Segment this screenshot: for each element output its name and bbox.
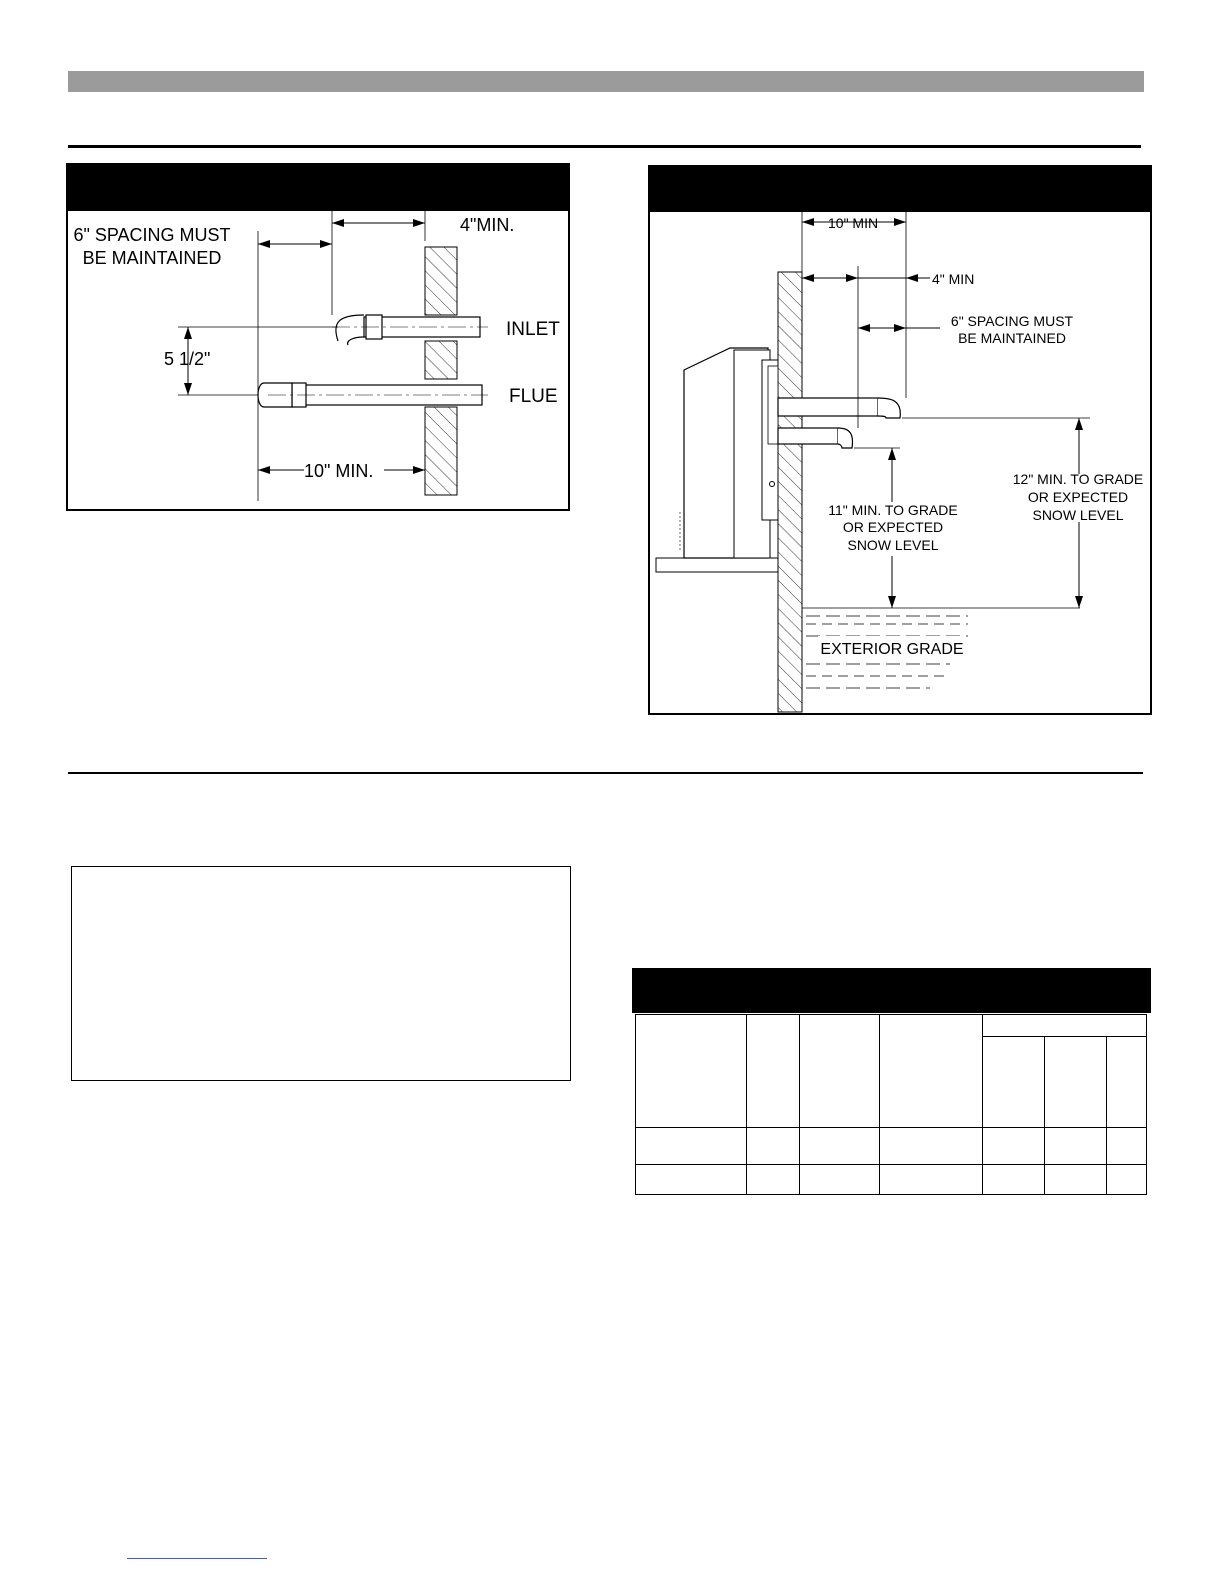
heater-appliance bbox=[680, 348, 778, 558]
spacing-label-line1: 6" SPACING MUST bbox=[73, 225, 231, 245]
grade11-label-line3: SNOW LEVEL bbox=[847, 537, 939, 553]
min-10-label: 10" MIN bbox=[828, 215, 879, 231]
five-half-label: 5 1/2" bbox=[164, 349, 211, 369]
footer-link-underline[interactable] bbox=[127, 1558, 267, 1559]
figure-right-frame bbox=[648, 210, 1152, 715]
table-cell bbox=[1045, 1128, 1107, 1165]
table-cell bbox=[636, 1128, 747, 1165]
table-cell bbox=[879, 1015, 983, 1128]
table-row bbox=[636, 1015, 1147, 1037]
spacing-label-line2: BE MAINTAINED bbox=[958, 330, 1066, 346]
table-cell bbox=[1107, 1037, 1147, 1128]
table-row bbox=[636, 1128, 1147, 1165]
table-cell bbox=[983, 1165, 1045, 1195]
vent-spacing-top-view-diagram bbox=[68, 211, 568, 509]
grade11-label-line2: OR EXPECTED bbox=[842, 519, 944, 535]
figure-right-header bbox=[648, 165, 1152, 212]
exterior-wall bbox=[778, 272, 802, 712]
grade12-label-line1: 12" MIN. TO GRADE bbox=[1012, 471, 1144, 487]
table-cell bbox=[1107, 1165, 1147, 1195]
table-cell bbox=[636, 1165, 747, 1195]
table-cell bbox=[983, 1015, 1147, 1037]
note-box bbox=[71, 866, 571, 1081]
inlet-pipe bbox=[778, 398, 900, 418]
table-cell bbox=[799, 1165, 879, 1195]
dimension-6in-arrow bbox=[258, 240, 332, 248]
page-header-bar bbox=[68, 71, 1144, 92]
exterior-grade-label: EXTERIOR GRADE bbox=[820, 641, 964, 658]
flue-pipe bbox=[258, 383, 488, 407]
wall-segment bbox=[425, 341, 457, 379]
spacing-label-line2: BE MAINTAINED bbox=[82, 248, 222, 268]
section-divider-top bbox=[68, 145, 1141, 148]
wall-segment bbox=[425, 407, 457, 495]
wall-segment bbox=[425, 247, 457, 315]
specification-table bbox=[635, 1014, 1147, 1195]
inlet-pipe bbox=[332, 315, 488, 345]
table-cell bbox=[983, 1037, 1045, 1128]
grade11-label-line1: 11" MIN. TO GRADE bbox=[828, 502, 958, 518]
inlet-label: INLET bbox=[506, 319, 560, 340]
table-cell bbox=[983, 1128, 1045, 1165]
table-cell bbox=[879, 1128, 983, 1165]
vent-clearance-side-view-diagram bbox=[650, 212, 1150, 713]
spacing-label-line1: 6" SPACING MUST bbox=[950, 313, 1074, 329]
table-cell bbox=[746, 1015, 799, 1128]
section-divider-middle bbox=[68, 772, 1143, 774]
min-4-label: 4"MIN. bbox=[460, 215, 515, 235]
table-cell bbox=[799, 1128, 879, 1165]
flue-label: FLUE bbox=[509, 386, 558, 407]
grade12-label-line3: SNOW LEVEL bbox=[1032, 507, 1124, 523]
table-cell bbox=[746, 1128, 799, 1165]
dimension-4in-arrow bbox=[332, 219, 425, 227]
table-header-bar bbox=[632, 968, 1151, 1013]
dimension-4in-arrow bbox=[802, 274, 930, 282]
table-cell bbox=[879, 1165, 983, 1195]
table-cell bbox=[1045, 1165, 1107, 1195]
table-cell bbox=[1107, 1128, 1147, 1165]
figure-left-frame bbox=[66, 209, 570, 511]
min-10-label: 10" MIN. bbox=[304, 461, 374, 481]
table-cell bbox=[746, 1165, 799, 1195]
dimension-6in-arrow bbox=[858, 324, 940, 332]
table-cell bbox=[1045, 1037, 1107, 1128]
table-row bbox=[636, 1165, 1147, 1195]
table-cell bbox=[799, 1015, 879, 1128]
grade12-label-line2: OR EXPECTED bbox=[1027, 489, 1129, 505]
min-4-label: 4" MIN bbox=[932, 271, 975, 287]
figure-left-header bbox=[66, 163, 570, 211]
table-cell bbox=[636, 1015, 747, 1128]
